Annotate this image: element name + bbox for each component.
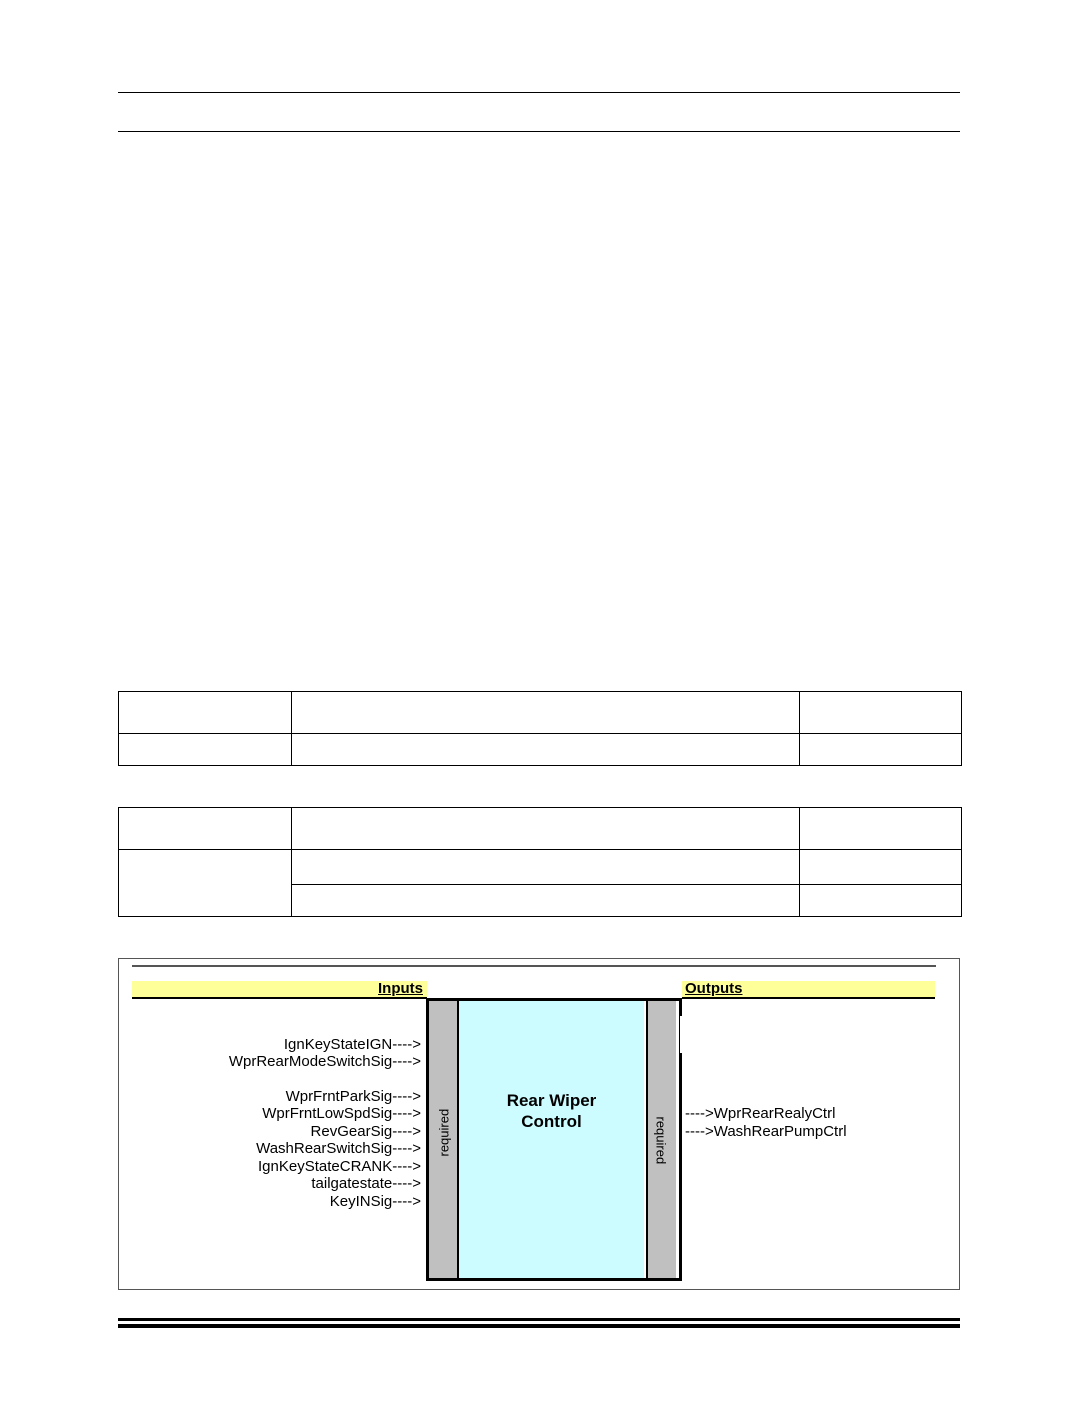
component-diagram	[118, 958, 960, 1290]
table-row	[119, 692, 962, 734]
table-row	[119, 850, 962, 885]
inputs-header: Inputs	[132, 981, 427, 999]
table-cell	[292, 734, 800, 766]
input-signal: WprFrntLowSpdSig---->	[262, 1105, 421, 1122]
required-label-right: required	[653, 1116, 669, 1165]
table-row	[119, 734, 962, 766]
input-signal: IgnKeyStateIGN---->	[283, 1036, 421, 1053]
empty-table-1	[118, 691, 962, 766]
table-cell	[119, 692, 292, 734]
input-signal: RevGearSig---->	[310, 1123, 421, 1140]
input-signal: WprFrntParkSig---->	[285, 1088, 421, 1105]
table-cell	[119, 808, 292, 850]
input-signal: KeyINSig---->	[329, 1193, 421, 1210]
input-signal: IgnKeyStateCRANK---->	[258, 1158, 421, 1175]
header-rule-bottom	[118, 131, 960, 132]
input-signal: tailgatestate---->	[311, 1175, 421, 1192]
table-cell	[119, 850, 292, 917]
outline-gap	[680, 1016, 685, 1053]
input-signal: WashRearSwitchSig---->	[256, 1140, 421, 1157]
outputs-header: Outputs	[682, 981, 935, 999]
empty-table-2	[118, 807, 962, 917]
table-cell	[292, 885, 800, 917]
table-cell	[292, 850, 800, 885]
output-signal: ---->WashRearPumpCtrl	[685, 1123, 847, 1140]
input-signal: WprRearModeSwitchSig---->	[228, 1053, 421, 1070]
table-cell	[800, 734, 962, 766]
header-rule-top	[118, 92, 960, 93]
diagram-top-line	[132, 965, 936, 967]
table-row	[119, 808, 962, 850]
component-block	[459, 1001, 644, 1278]
table-cell	[800, 808, 962, 850]
table-cell	[292, 692, 800, 734]
footer-rule-thin	[118, 1324, 960, 1328]
table-cell	[800, 692, 962, 734]
component-title: Rear Wiper Control	[506, 1090, 597, 1131]
output-signal: ---->WprRearRealyCtrl	[685, 1105, 836, 1122]
table-cell	[800, 850, 962, 885]
table-cell	[800, 885, 962, 917]
required-label-left: required	[436, 1108, 452, 1157]
table-cell	[292, 808, 800, 850]
table-cell	[119, 734, 292, 766]
footer-rule-thick	[118, 1318, 960, 1321]
